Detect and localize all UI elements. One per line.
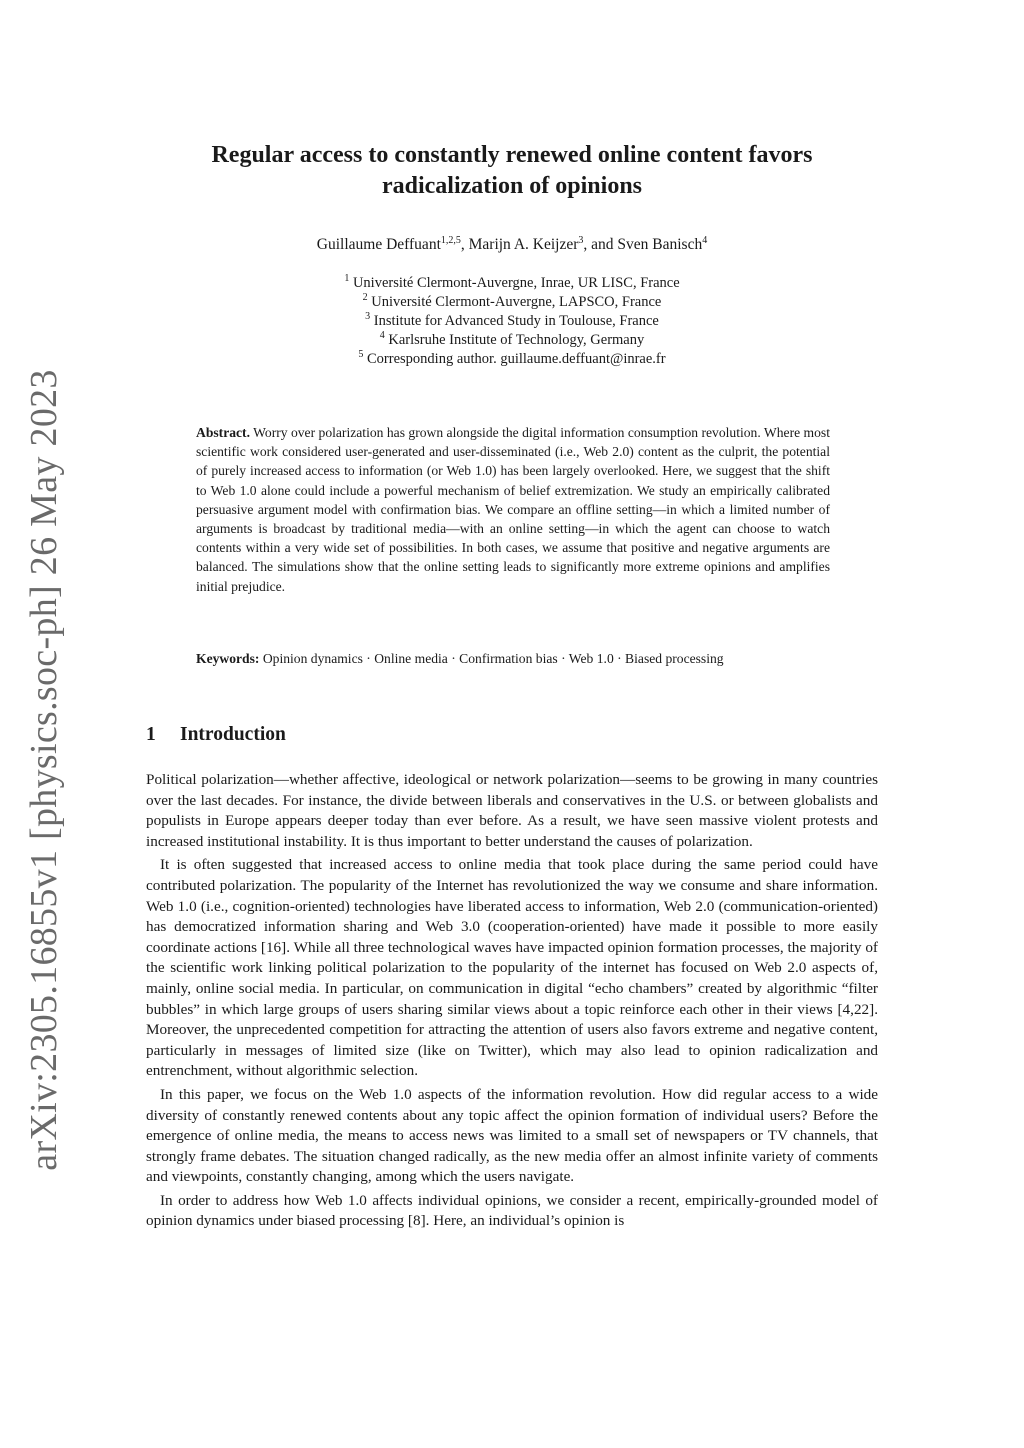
affiliation xyxy=(140,350,884,369)
abstract xyxy=(196,423,830,596)
affiliation-list xyxy=(140,274,884,369)
affiliation-text: Karlsruhe Institute of Technology, Germany xyxy=(388,332,645,348)
affiliation xyxy=(140,293,884,312)
affiliation-number: 2 xyxy=(362,292,368,304)
affiliation xyxy=(140,274,884,293)
section-number: 1 xyxy=(146,724,156,745)
paragraph: It is often suggested that increased access to online media that took place during the same period could have contributed polarization. The popularity of the Internet has revolutionized the way we consume and share information. Web 1.0 (i.e., cognition-oriented) technologies have liberated access to information, Web 2.0 (communication-oriented) has democratized information sharing and Web 3.0 (cooperation-oriented) have made it possible to more easily coordinate actions [16]. While all three technological waves have impacted opinion formation processes, the majority of the scientific work linking political polarization to the popularity of the internet has focused on Web 2.0 aspects of, mainly, online social media. In particular, on communication in digital “echo chambers” created by algorithmic “filter bubbles” in which large groups of users sharing similar views about a topic reinforce each other in their views [4,22]. Moreover, the unprecedented competition for attracting the attention of users also favors extreme and negative content, particularly in messages of limited size (like on Twitter), which may also lead to opinion radicalization and entrenchment, without algorithmic selection. xyxy=(146,856,878,1080)
author-affiliation-marker: 1,2,5 xyxy=(440,234,461,246)
affiliation-text: Université Clermont-Auvergne, Inrae, UR LISC, France xyxy=(352,275,680,291)
affiliation xyxy=(140,331,884,350)
author-separator: , xyxy=(460,236,469,253)
affiliation-text: Université Clermont-Auvergne, LAPSCO, France xyxy=(371,294,662,310)
body-text xyxy=(146,770,878,1232)
section-heading xyxy=(146,724,286,746)
abstract-label: Abstract. xyxy=(196,425,250,440)
author-affiliation-marker: 4 xyxy=(702,234,708,246)
keywords xyxy=(196,649,830,668)
section-title: Introduction xyxy=(180,724,286,745)
author-name: Guillaume Deffuant xyxy=(316,236,441,253)
affiliation-text: Institute for Advanced Study in Toulouse, France xyxy=(373,313,659,329)
keywords-text: Opinion dynamics · Online media · Confirmation bias · Web 1.0 · Biased processing xyxy=(262,651,724,666)
affiliation-number: 1 xyxy=(344,273,350,285)
affiliation-text: Corresponding author. guillaume.deffuant@inrae.fr xyxy=(367,351,666,367)
paper-title: Regular access to constantly renewed online content favors radicalization of opinions xyxy=(211,142,813,199)
author-name: Marijn A. Keijzer xyxy=(468,236,579,253)
affiliation-number: 3 xyxy=(365,311,371,323)
affiliation xyxy=(140,312,884,331)
author-affiliation-marker: 3 xyxy=(578,234,584,246)
paragraph: Political polarization—whether affective, ideological or network polarization—seems to be growing in many countries over the last decades. For instance, the divide between liberals and conservatives in the U.S. or between globalists and populists in Europe appears deeper today than ever before. As a result, we have seen massive violent protests and increased institutional instability. It is thus important to better understand the causes of polarization. xyxy=(146,771,878,850)
paragraph: In this paper, we focus on the Web 1.0 aspects of the information revolution. How did regular access to a wide diversity of constantly renewed contents about any topic affect the opinion formation of individual users? Before the emergence of online media, the means to access news was limited to a small set of newspapers or TV channels, that strongly frame debates. The situation changed radically, as the new media offer an almost infinite variety of comments and viewpoints, constantly changing, among which the users navigate. xyxy=(146,1085,878,1186)
author-list xyxy=(140,236,884,254)
abstract-text: Worry over polarization has grown alongside the digital information consumption revolution. Where most scientific work considered user-generated and user-disseminated (i.e., Web 2.0) content as the culprit, the potential of purely increased access to information (or Web 1.0) has been largely overlooked. Here, we suggest that the shift to Web 1.0 alone could include a powerful mechanism of belief extremization. We study an empirically calibrated persuasive argument model with confirmation bias. We compare an offline setting—in which a limited number of arguments is broadcast by traditional media—with an online setting—in which the agent can choose to watch contents within a very wide set of possibilities. In both cases, we assume that positive and negative arguments are balanced. The simulations show that the online setting leads to significantly more extreme opinions and amplifies initial prejudice. xyxy=(196,425,830,594)
author-name: Sven Banisch xyxy=(617,236,703,253)
paragraph: In order to address how Web 1.0 affects individual opinions, we consider a recent, empirically-grounded model of opinion dynamics under biased processing [8]. Here, an individual’s opinion is xyxy=(146,1191,878,1230)
arxiv-stamp-text: arXiv:2305.16855v1 [physics.soc-ph] 26 May 2023 xyxy=(23,369,65,1171)
affiliation-number: 5 xyxy=(358,349,364,361)
author-separator: , and xyxy=(583,236,618,253)
keywords-label: Keywords: xyxy=(196,651,260,666)
affiliation-number: 4 xyxy=(379,330,385,342)
